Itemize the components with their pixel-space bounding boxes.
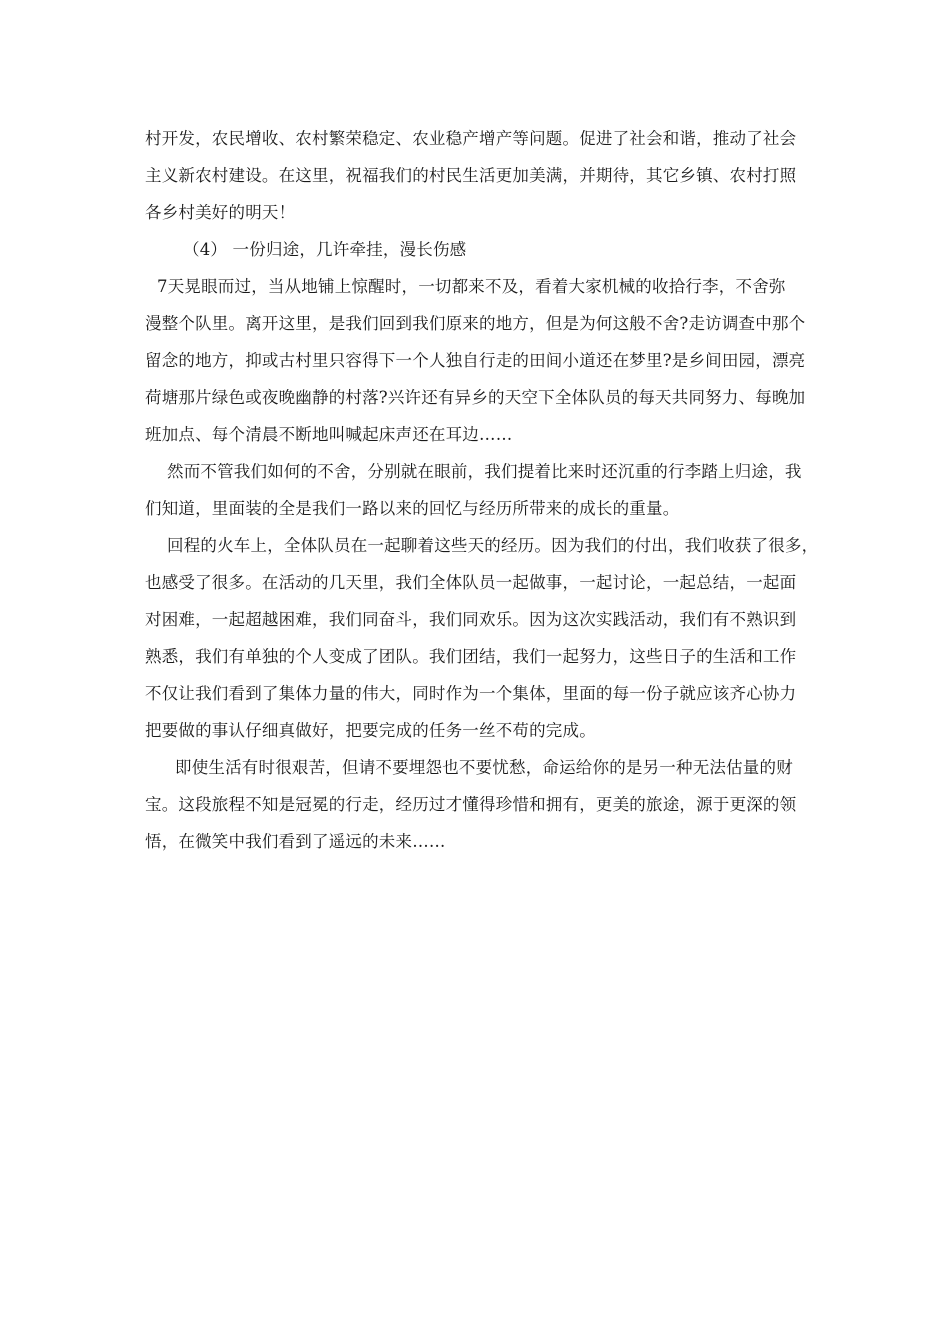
paragraph-line: 把要做的事认仔细真做好，把要完成的任务一丝不苟的完成。 [145, 721, 596, 740]
paragraph-line: 7天晃眼而过，当从地铺上惊醒时，一切都来不及，看着大家机械的收拾行李，不舍弥 [157, 277, 786, 296]
document-body [145, 120, 825, 860]
paragraph-line: 各乡村美好的明天！ [145, 203, 296, 222]
paragraph-line: 然而不管我们如何的不舍，分别就在眼前，我们提着比来时还沉重的行李踏上归途，我 [167, 462, 802, 481]
paragraph-line: 回程的火车上，全体队员在一起聊着这些天的经历。因为我们的付出，我们收获了很多， [167, 536, 819, 555]
paragraph-line: 即使生活有时很艰苦，但请不要埋怨也不要忧愁，命运给你的是另一种无法估量的财 [175, 758, 793, 777]
paragraph-line: 们知道，里面装的全是我们一路以来的回忆与经历所带来的成长的重量。 [145, 499, 680, 518]
paragraph-line: 宝。这段旅程不知是冠冕的行走，经历过才懂得珍惜和拥有，更美的旅途，源于更深的领 [145, 795, 797, 814]
paragraph-line: 留念的地方，抑或古村里只容得下一个人独自行走的田间小道还在梦里?是乡间田园，漂亮 [145, 351, 806, 370]
section-heading: （4） 一份归途，几许牵挂，漫长伤感 [183, 240, 467, 259]
paragraph-line: 荷塘那片绿色或夜晚幽静的村落?兴许还有异乡的天空下全体队员的每天共同努力、每晚加 [145, 388, 806, 407]
paragraph-line: 也感受了很多。在活动的几天里，我们全体队员一起做事，一起讨论，一起总结，一起面 [145, 573, 797, 592]
paragraph-line: 村开发，农民增收、农村繁荣稳定、农业稳产增产等问题。促进了社会和谐，推动了社会 [145, 129, 797, 148]
paragraph-line: 不仅让我们看到了集体力量的伟大，同时作为一个集体，里面的每一份子就应该齐心协力 [145, 684, 797, 703]
paragraph-line: 熟悉，我们有单独的个人变成了团队。我们团结，我们一起努力，这些日子的生活和工作 [145, 647, 797, 666]
paragraph-line: 漫整个队里。离开这里，是我们回到我们原来的地方，但是为何这般不舍?走访调查中那个 [145, 314, 806, 333]
paragraph-line: 班加点、每个清晨不断地叫喊起床声还在耳边…… [145, 425, 513, 444]
paragraph-line: 悟，在微笑中我们看到了遥远的未来…… [145, 832, 446, 851]
paragraph-line: 主义新农村建设。在这里，祝福我们的村民生活更加美满，并期待，其它乡镇、农村打照 [145, 166, 797, 185]
paragraph-line: 对困难，一起超越困难，我们同奋斗，我们同欢乐。因为这次实践活动，我们有不熟识到 [145, 610, 797, 629]
